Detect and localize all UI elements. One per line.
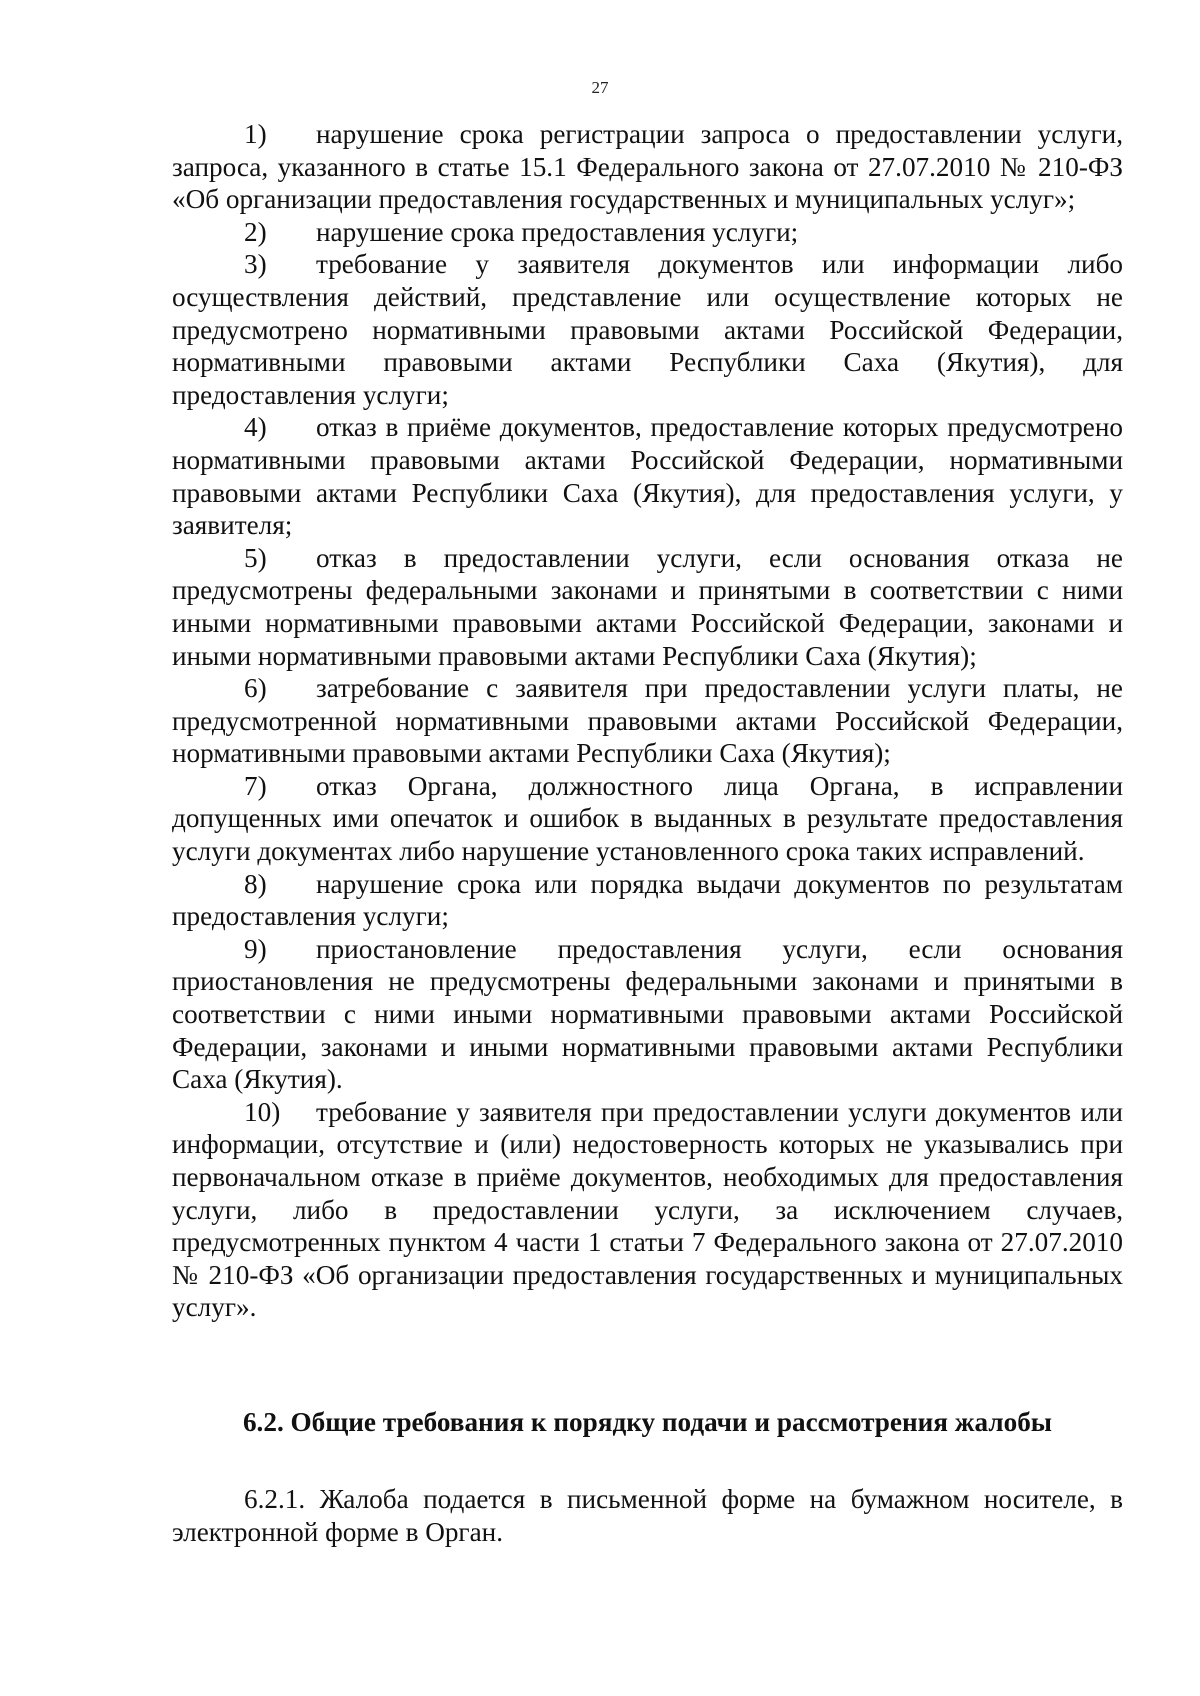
list-item-text: отказ в предоставлении услуги, если основания отказа не предусмотрены федеральными законами и принятыми в соответствии с ними иными нормативными правовыми актами Российской Федерации, законами и иными нормативными правовыми актами Республики Саха (Якутия); — [172, 542, 1123, 671]
list-item — [172, 933, 1123, 1096]
list-item — [172, 672, 1123, 770]
list-item-text: нарушение срока или порядка выдачи документов по результатам предоставления услуги; — [172, 868, 1123, 932]
list-item — [172, 1096, 1123, 1324]
list-item-number: 5) — [244, 542, 267, 573]
list-item-number: 2) — [244, 216, 267, 247]
list-item-number: 8) — [244, 868, 267, 899]
list-item-number: 4) — [244, 412, 267, 443]
list-item-number: 1) — [244, 119, 267, 149]
list-item-number: 9) — [244, 933, 267, 964]
list-item-number: 7) — [244, 770, 267, 801]
list-item — [172, 216, 1123, 249]
list-item — [172, 542, 1123, 672]
list-item-text: требование у заявителя документов или информации либо осуществления действий, представление или осуществление которых не предусмотрено нормативными правовыми актами Российской Федерации, нормативными правовыми актами Республики Саха (Якутия), для предоставления услуги; — [172, 249, 1123, 410]
list-item-text: затребование с заявителя при предоставлении услуги платы, не предусмотренной нормативными правовыми актами Российской Федерации, нормативными правовыми актами Республики Саха (Якутия); — [172, 673, 1123, 769]
list-item-number: 3) — [244, 249, 267, 280]
list-of-violations — [172, 118, 1123, 1324]
paragraph-6-2-1: 6.2.1. Жалоба подается в письменной форме на бумажном носителе, в электронной форме в Орган. — [172, 1484, 1123, 1547]
section-heading: 6.2. Общие требования к порядку подачи и рассмотрения жалобы — [242, 1407, 1053, 1437]
list-item-text: отказ в приёме документов, предоставление которых предусмотрено нормативными правовыми актами Российской Федерации, нормативными правовыми актами Республики Саха (Якутия), для предоставления услуги, у заявителя; — [172, 412, 1123, 541]
list-item — [172, 118, 1123, 216]
list-item — [172, 248, 1123, 411]
list-item — [172, 770, 1123, 868]
list-item — [172, 868, 1123, 933]
list-item-number: 10) — [244, 1096, 281, 1127]
list-item-text: отказ Органа, должностного лица Органа, в исправлении допущенных ими опечаток и ошибок в выданных в результате предоставления услуги документах либо нарушение установленного срока таких исправлений. — [172, 770, 1123, 867]
list-item-text: нарушение срока предоставления услуги; — [316, 216, 799, 247]
list-item-text: требование у заявителя при предоставлении услуги документов или информации, отсутствие и (или) недостоверность которых не указывались при первоначальном отказе в приёме документов, необходимых для предоставления услуги, либо в предоставлении услуги, за исключением случаев, предусмотренных пунктом 4 части 1 статьи 7 Федерального закона от 27.07.2010 № 210-ФЗ «Об организации предоставления государственных и муниципальных услуг». — [172, 1096, 1123, 1323]
list-item-number: 6) — [244, 673, 267, 704]
list-item-text: приостановление предоставления услуги, если основания приостановления не предусмотрены федеральными законами и принятыми в соответствии с ними иными нормативными правовыми актами Российской Федерации, законами и иными нормативными правовыми актами Республики Саха (Якутия). — [172, 933, 1123, 1095]
list-item — [172, 411, 1123, 541]
list-item-text: нарушение срока регистрации запроса о предоставлении услуги, запроса, указанного в статье 15.1 Федерального закона от 27.07.2010 № 210-ФЗ «Об организации предоставления государственных и муниципальных услуг»; — [172, 119, 1123, 215]
page-number: 27 — [591, 78, 609, 97]
